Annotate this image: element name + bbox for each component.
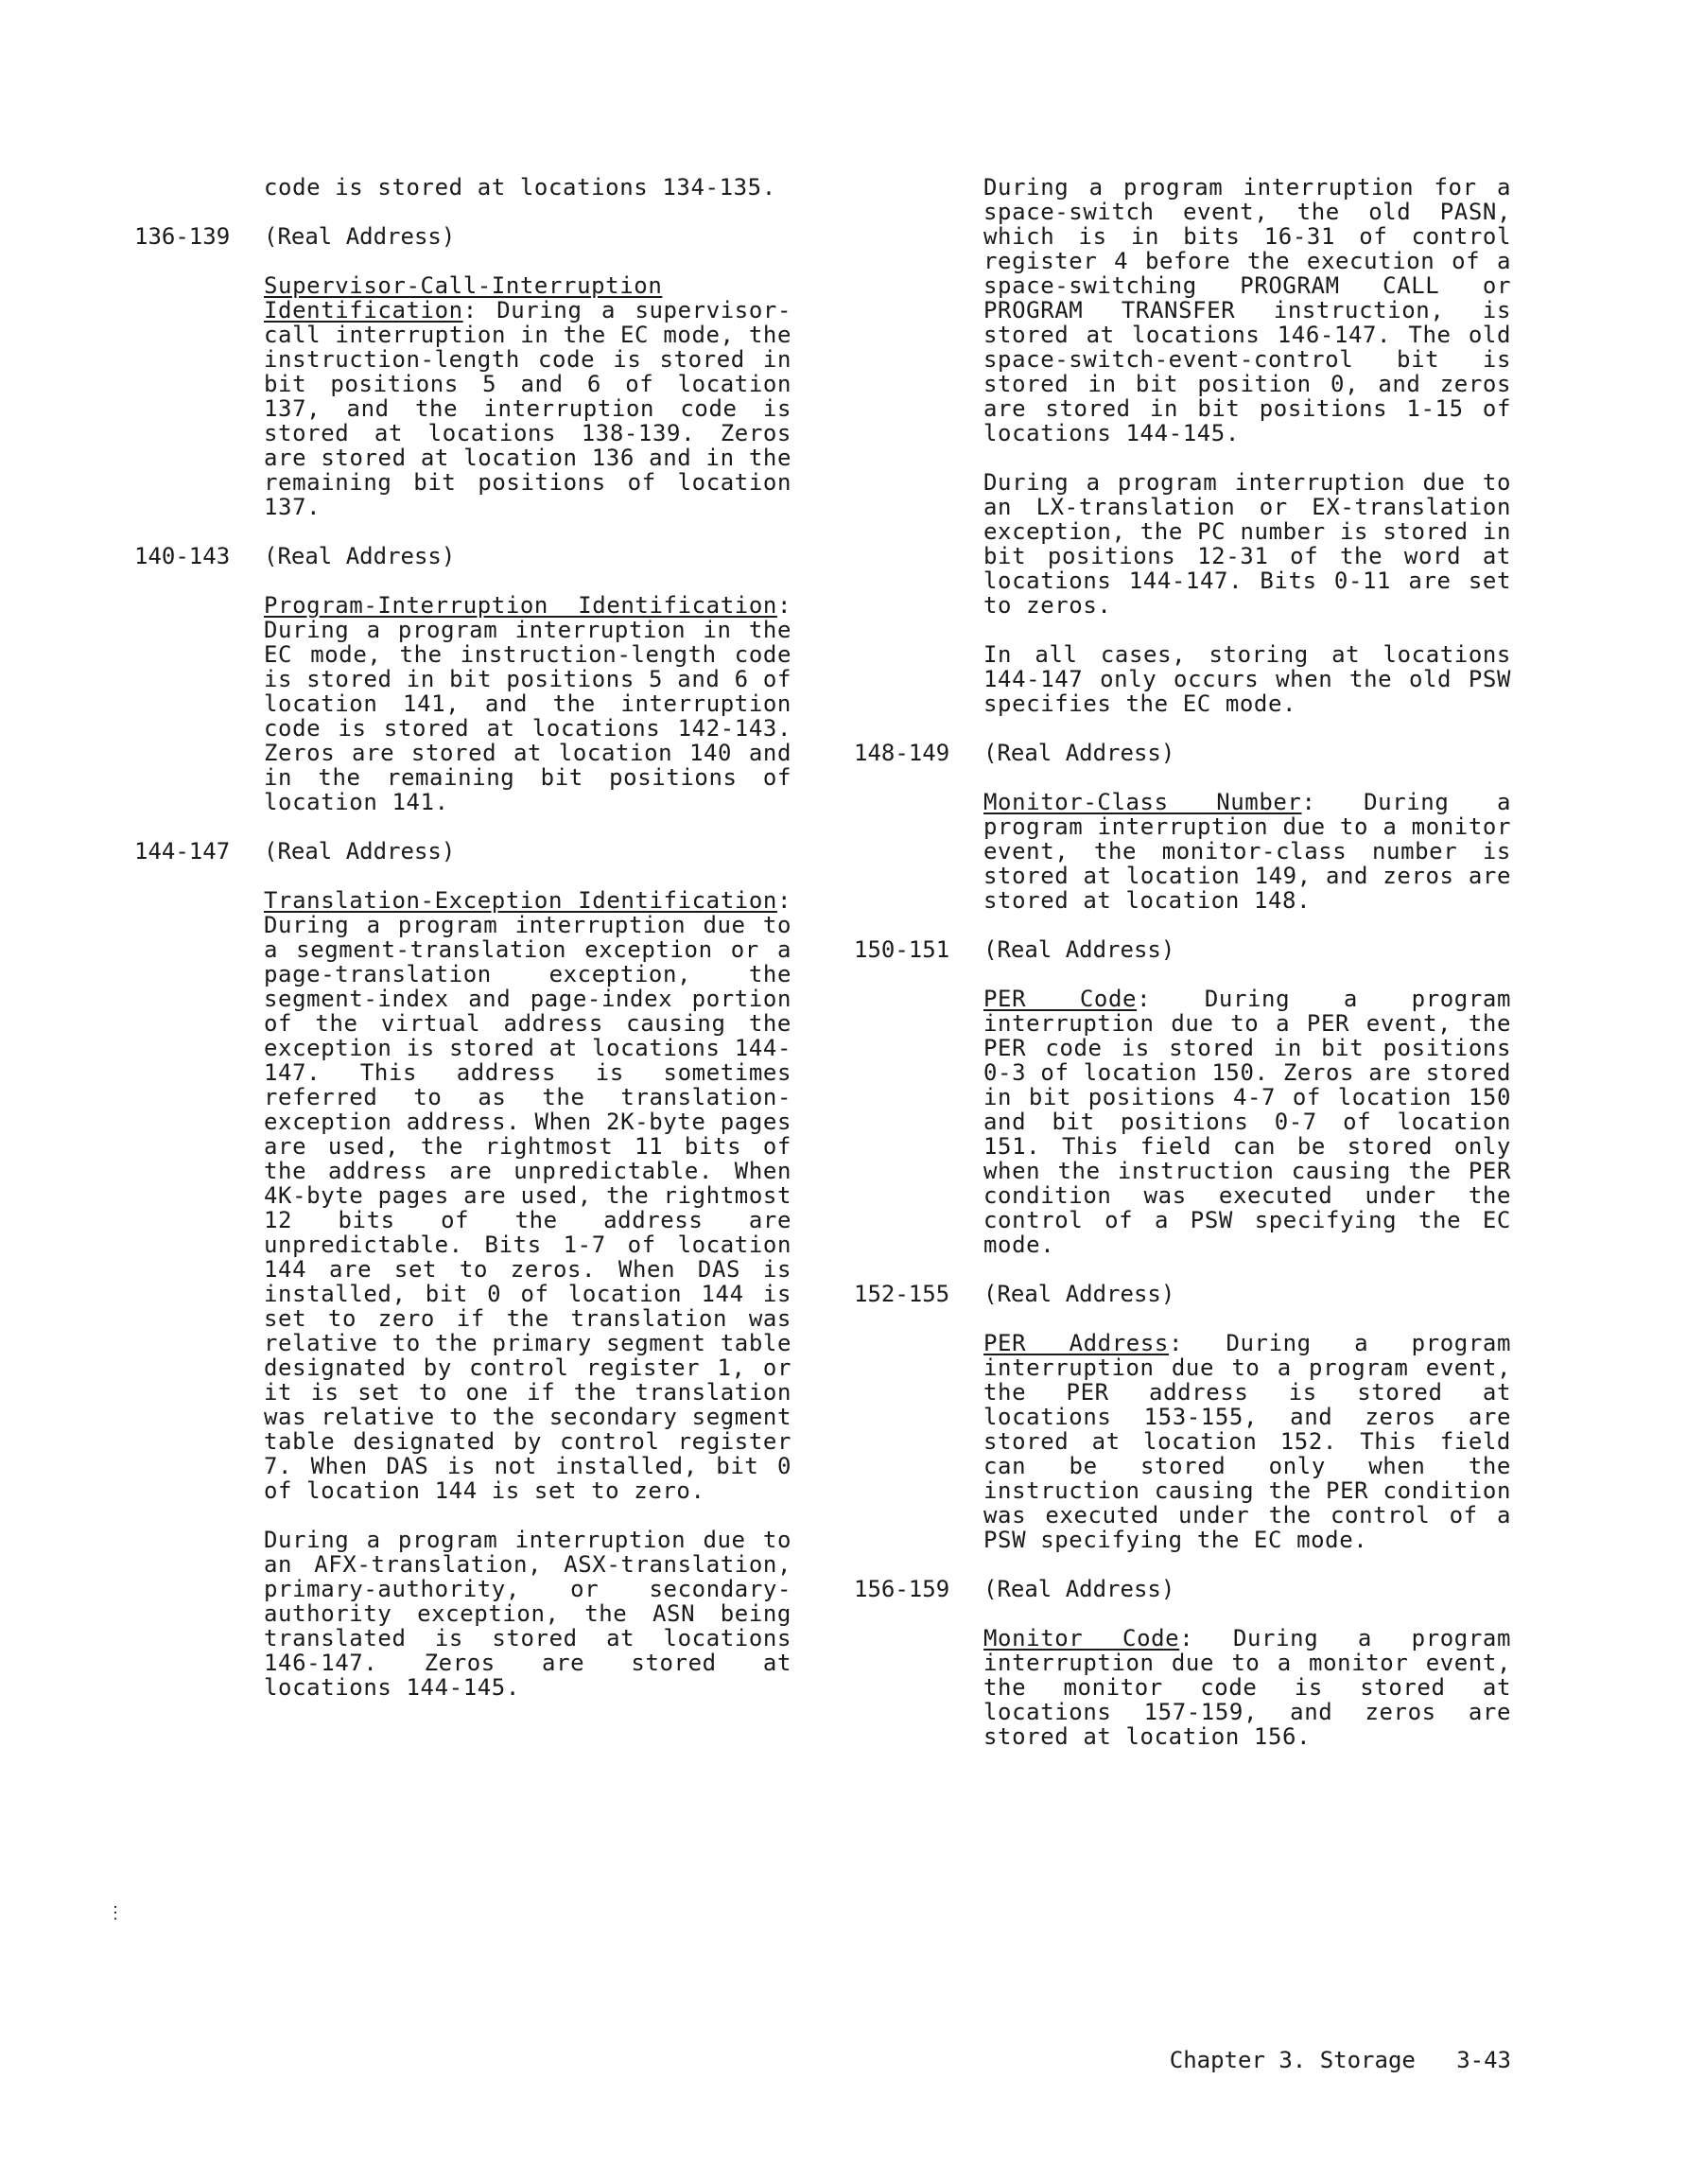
- field-title: Program-Interruption Identification: [264, 592, 777, 619]
- address-type: (Real Address): [983, 740, 1175, 766]
- field-description: Monitor Code: During a program interruption due to a monitor event, the monitor code is stored at locations 157-159, and zeros are stored at location 156.: [983, 1625, 1511, 1750]
- paragraph: During a program interruption for a space-switch event, the old PASN, which is in bits 16-31 of control register 4 before the execution of a space-switching PROGRAM CALL or PROGRAM TRANSFER instruction, is stored at locations 146-147. The old space-switch-event-control bit is stored in bit position 0, and zeros are stored in bit positions 1-15 of locations 144-145.: [983, 174, 1511, 446]
- field-title: Monitor Code: [983, 1625, 1180, 1651]
- continued-text: code is stored at locations 134-135.: [264, 174, 776, 201]
- address-type: (Real Address): [264, 223, 456, 250]
- field-title: Translation-Exception Identification: [264, 887, 777, 914]
- page-footer: [1170, 2048, 1511, 2072]
- field-description: Translation-Exception Identification: During a program interruption due to a segment-translation exception or a page-translation exception, the segment-index and page-index portion of the virtual address causing the exception is stored at locations 144-147. This address is sometimes referred to as the translation-exception address. When 2K-byte pages are used, the rightmost 11 bits of the address are unpredictable. When 4K-byte pages are used, the rightmost 12 bits of the address are unpredictable. Bits 1-7 of location 144 are set to zeros. When DAS is installed, bit 0 of location 144 is set to zero if the translation was relative to the primary segment table designated by control register 1, or it is set to one if the translation was relative to the secondary segment table designated by control register 7. When DAS is not installed, bit 0 of location 144 is set to zero.: [264, 887, 791, 1504]
- chapter-title: Chapter 3. Storage: [1169, 2047, 1416, 2073]
- storage-entry-140-143: [134, 544, 796, 814]
- field-description: Monitor-Class Number: During a program interruption due to a monitor event, the monitor-class number is stored at location 149, and zeros are stored at location 148.: [983, 789, 1511, 914]
- left-column: [134, 175, 796, 1700]
- field-title: Supervisor-Call-Interruption Identification: [264, 272, 663, 323]
- address-type: (Real Address): [983, 936, 1175, 963]
- right-column: [854, 175, 1516, 1749]
- field-description: PER Code: During a program interruption due to a PER event, the PER code is stored in bit positions 0-3 of location 150. Zeros are stored in bit positions 4-7 of location 150 and bit positions 0-7 of location 151. This field can be stored only when the instruction causing the PER condition was executed under the control of a PSW specifying the EC mode.: [983, 986, 1511, 1258]
- field-title: PER Address: [983, 1330, 1169, 1356]
- paragraph: In all cases, storing at locations 144-147 only occurs when the old PSW specifies the EC mode.: [983, 641, 1511, 717]
- field-title: Monitor-Class Number: [983, 789, 1302, 815]
- page-number: 3-43: [1456, 2047, 1511, 2073]
- field-description: PER Address: During a program interruption due to a program event, the PER address is stored at locations 153-155, and zeros are stored at location 152. This field can be stored only when the instruction causing the PER condition was executed under the control of a PSW specifying the EC mode.: [983, 1330, 1511, 1553]
- address-type: (Real Address): [264, 543, 456, 569]
- address-type: (Real Address): [983, 1576, 1175, 1602]
- address-type: (Real Address): [983, 1281, 1175, 1307]
- storage-entry-148-149: [854, 741, 1516, 913]
- location-range: 148-149: [854, 740, 950, 766]
- storage-entry-136-139: [134, 224, 796, 519]
- address-type: (Real Address): [264, 838, 456, 865]
- location-range: 156-159: [854, 1576, 950, 1602]
- storage-entry-156-159: [854, 1577, 1516, 1749]
- storage-entry-150-151: [854, 937, 1516, 1257]
- field-title: PER Code: [983, 986, 1138, 1012]
- paragraph: During a program interruption due to an LX-translation or EX-translation exception, the PC number is stored in bit positions 12-31 of the word at locations 144-147. Bits 0-11 are set to zeros.: [983, 469, 1511, 619]
- storage-entry-144-147: [134, 839, 796, 1700]
- location-range: 136-139: [134, 223, 231, 250]
- location-range: 144-147: [134, 838, 231, 865]
- field-description: Supervisor-Call-Interruption Identification: During a supervisor-call interruption in the EC mode, the instruction-length code is stored in bit positions 5 and 6 of location 137, and the interruption code is stored at locations 138-139. Zeros are stored at location 136 and in the remaining bit positions of location 137.: [264, 272, 791, 520]
- field-description: Program-Interruption Identification: During a program interruption in the EC mode, the instruction-length code is stored in bit positions 5 and 6 of location 141, and the interruption code is stored at locations 142-143. Zeros are stored at location 140 and in the remaining bit positions of location 141.: [264, 592, 791, 815]
- field-description-continued: During a program interruption due to an AFX-translation, ASX-translation, primary-authority, or secondary-authority exception, the ASN being translated is stored at locations 146-147. Zeros are stored at locations 144-145.: [264, 1527, 791, 1701]
- scan-mark-icon: ⋮: [107, 1903, 124, 1923]
- location-range: 152-155: [854, 1281, 950, 1307]
- storage-entry-152-155: [854, 1282, 1516, 1552]
- location-range: 140-143: [134, 543, 231, 569]
- location-range: 150-151: [854, 936, 950, 963]
